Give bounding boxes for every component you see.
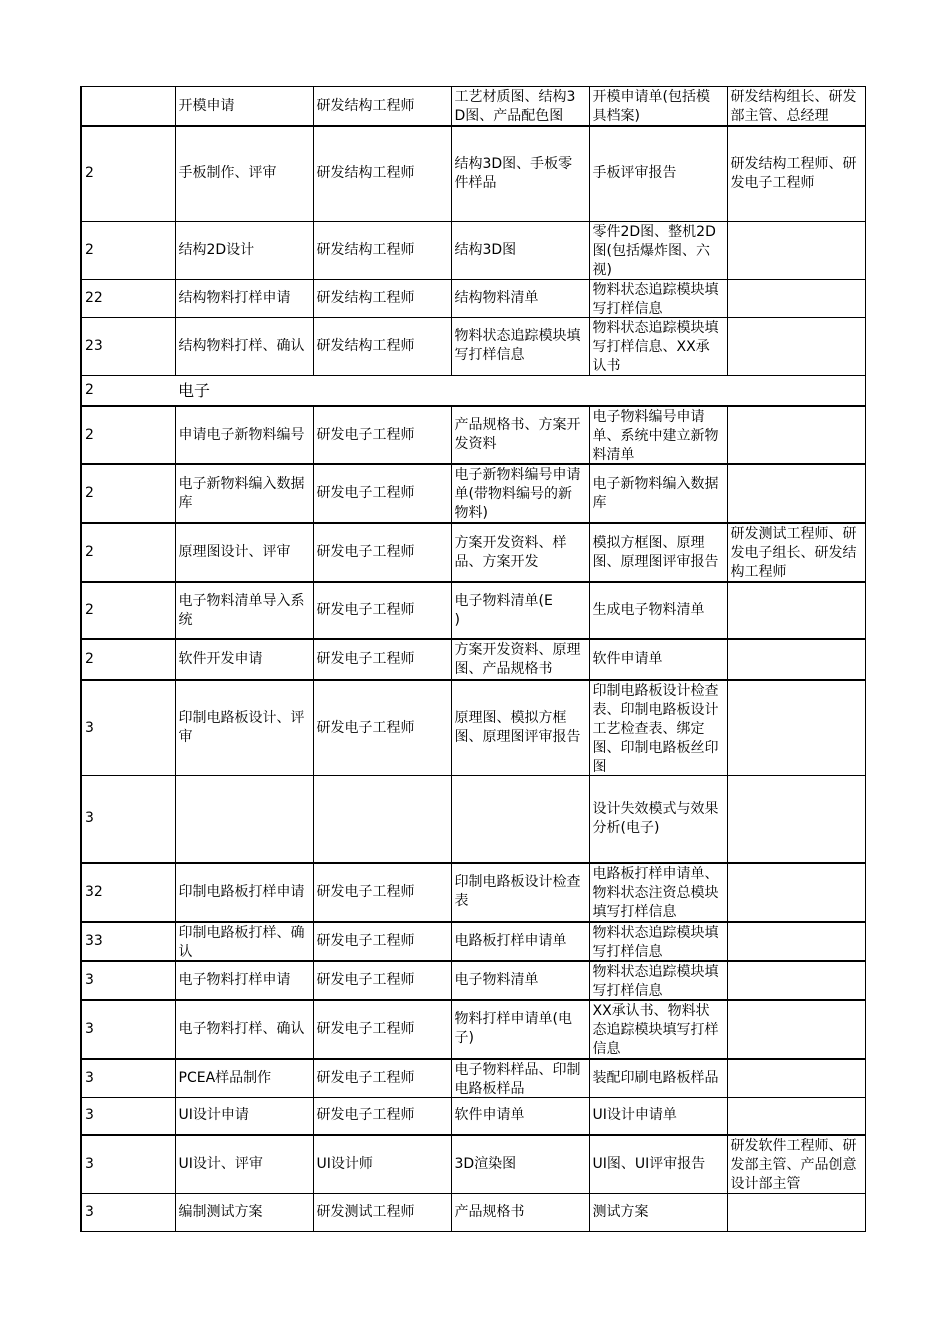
cell-owner <box>313 680 451 776</box>
cell-task <box>175 680 313 776</box>
cell-output-text: 电子物料编号申请单、系统中建立新物料清单 <box>592 409 719 463</box>
cell-owner <box>313 523 451 582</box>
cell-no-text: 3 <box>85 1107 94 1124</box>
cell-input <box>451 221 589 279</box>
cell-reviewer <box>727 1059 865 1098</box>
cell-no-text: 3 <box>85 971 94 988</box>
cell-input <box>451 1097 589 1135</box>
cell-input-text: 原理图、模拟方框图、原理图评审报告 <box>454 710 581 745</box>
cell-no <box>81 961 175 1000</box>
cell-task <box>175 87 313 127</box>
cell-no <box>81 1059 175 1098</box>
cell-reviewer-text: 研发软件工程师、研发部主管、产品创意设计部主管 <box>730 1138 857 1192</box>
cell-reviewer-text: 研发测试工程师、研发电子组长、研发结构工程师 <box>730 526 857 580</box>
cell-task-text: 印制电路板打样申请 <box>178 883 305 900</box>
cell-no-text: 2 <box>85 165 94 182</box>
cell-reviewer-text: 研发结构组长、研发部主管、总经理 <box>730 89 857 124</box>
cell-no-text: 2 <box>85 544 94 560</box>
cell-owner <box>313 1059 451 1098</box>
cell-no <box>81 406 175 464</box>
cell-input-text: 电子物料清单(E ) <box>454 592 595 628</box>
cell-input-text: 电路板打样申请单 <box>454 932 567 949</box>
cell-output-text: 电路板打样申请单、物料状态注资总模块填写打样信息 <box>592 865 719 920</box>
cell-input-text: 结构3D图 <box>454 241 517 258</box>
cell-task <box>175 464 313 523</box>
cell-reviewer <box>727 1194 865 1232</box>
cell-owner <box>313 639 451 680</box>
table-row <box>81 922 865 961</box>
cell-reviewer <box>727 863 865 922</box>
table-row <box>81 1194 865 1232</box>
cell-input-text: 产品规格书、方案开发资料 <box>454 417 581 452</box>
cell-no <box>81 639 175 680</box>
cell-no-text: 2 <box>85 602 94 618</box>
table-row <box>81 582 865 639</box>
cell-output <box>589 406 727 464</box>
cell-input <box>451 680 589 776</box>
cell-task <box>175 1097 313 1135</box>
cell-task-text: 结构物料打样、确认 <box>178 337 305 354</box>
cell-output-text: XX承认书、物料状态追踪模块填写打样信息 <box>592 1002 719 1057</box>
cell-output-text: 软件申请单 <box>592 651 663 667</box>
table-row <box>81 221 865 279</box>
cell-owner <box>313 279 451 317</box>
cell-no-text: 2 <box>85 241 94 258</box>
cell-output-text: 物料状态追踪模块填写打样信息 <box>592 963 719 999</box>
cell-task-text: UI设计、评审 <box>178 1156 263 1172</box>
cell-owner-text: 研发电子工程师 <box>316 971 415 988</box>
cell-input <box>451 1000 589 1059</box>
cell-input-text: 结构3D图、手板零件样品 <box>454 155 573 191</box>
cell-no <box>81 582 175 639</box>
cell-reviewer <box>727 961 865 1000</box>
cell-input-text: 工艺材质图、结构3D图、产品配色图 <box>454 89 576 124</box>
cell-output <box>589 126 727 221</box>
cell-no <box>81 375 175 406</box>
cell-no <box>81 279 175 317</box>
cell-output <box>589 1194 727 1232</box>
cell-owner <box>313 406 451 464</box>
cell-output <box>589 87 727 127</box>
cell-task <box>175 922 313 961</box>
cell-output <box>589 221 727 279</box>
cell-output <box>589 961 727 1000</box>
table-row <box>81 375 865 406</box>
cell-task <box>175 582 313 639</box>
cell-owner <box>313 1097 451 1135</box>
cell-no-text: 2 <box>85 426 94 443</box>
cell-reviewer <box>727 1135 865 1194</box>
cell-input-text: 物料打样申请单(电子) <box>454 1011 572 1046</box>
cell-output-text: 物料状态追踪模块填写打样信息 <box>592 924 719 960</box>
cell-owner-text: 研发结构工程师 <box>316 165 415 182</box>
cell-output-text: UI设计申请单 <box>592 1107 677 1124</box>
cell-no-text: 23 <box>85 337 103 354</box>
cell-no <box>81 464 175 523</box>
cell-input-text: 软件申请单 <box>454 1107 525 1124</box>
cell-task-text: 电子物料清单导入系统 <box>178 592 305 628</box>
table-row <box>81 680 865 776</box>
cell-task-text: 电子物料打样申请 <box>178 971 291 988</box>
cell-output <box>589 1097 727 1135</box>
cell-owner <box>313 1000 451 1059</box>
cell-no-text: 3 <box>85 1020 94 1037</box>
cell-input <box>451 126 589 221</box>
cell-input-text: 物料状态追踪模块填写打样信息 <box>454 328 581 363</box>
cell-output-text: 手板评审报告 <box>592 165 677 182</box>
cell-output-text: 零件2D图、整机2D图(包括爆炸图、六视) <box>592 223 716 278</box>
cell-task <box>175 639 313 680</box>
cell-no <box>81 776 175 863</box>
cell-owner-text: 研发结构工程师 <box>316 337 415 354</box>
cell-output <box>589 523 727 582</box>
cell-no-text: 2 <box>85 651 94 667</box>
cell-reviewer <box>727 523 865 582</box>
cell-input <box>451 776 589 863</box>
cell-task <box>175 126 313 221</box>
cell-reviewer <box>727 87 865 127</box>
cell-owner <box>313 582 451 639</box>
table-row <box>81 1000 865 1059</box>
cell-reviewer <box>727 1000 865 1059</box>
table-row <box>81 863 865 922</box>
cell-no <box>81 523 175 582</box>
cell-input-text: 方案开发资料、原理图、产品规格书 <box>454 642 581 677</box>
cell-input <box>451 317 589 375</box>
cell-no <box>81 221 175 279</box>
cell-input-text: 电子新物料编号申请单(带物料编号的新物料) <box>454 467 581 521</box>
cell-output-text: 设计失效模式与效果分析(电子) <box>592 800 719 836</box>
table-row <box>81 317 865 375</box>
cell-output-text: 物料状态追踪模块填写打样信息、XX承认书 <box>592 319 719 374</box>
cell-input <box>451 406 589 464</box>
section-title <box>175 375 865 406</box>
cell-no-text: 3 <box>85 1069 94 1086</box>
cell-input-text: 电子物料清单 <box>454 971 539 988</box>
cell-reviewer <box>727 922 865 961</box>
cell-output <box>589 1135 727 1194</box>
cell-reviewer <box>727 126 865 221</box>
cell-output <box>589 279 727 317</box>
cell-owner <box>313 922 451 961</box>
table-row <box>81 1059 865 1098</box>
cell-task-text: 印制电路板打样、确认 <box>178 924 305 960</box>
cell-input <box>451 922 589 961</box>
cell-owner-text: 研发电子工程师 <box>316 1107 415 1124</box>
cell-owner-text: 研发电子工程师 <box>316 426 415 443</box>
process-table <box>80 86 866 1232</box>
cell-reviewer <box>727 582 865 639</box>
cell-input <box>451 1059 589 1098</box>
cell-output <box>589 863 727 922</box>
cell-no <box>81 1194 175 1232</box>
cell-no-text: 3 <box>85 1204 94 1220</box>
cell-input-text: 电子物料样品、印制电路板样品 <box>454 1061 581 1097</box>
cell-owner <box>313 1194 451 1232</box>
cell-output-text: 开模申请单(包括模具档案) <box>592 89 710 124</box>
table-row <box>81 776 865 863</box>
cell-no <box>81 680 175 776</box>
table-row <box>81 464 865 523</box>
cell-task <box>175 1135 313 1194</box>
cell-reviewer <box>727 1097 865 1135</box>
cell-input-text: 产品规格书 <box>454 1204 525 1220</box>
cell-task-text: 原理图设计、评审 <box>178 544 291 560</box>
cell-reviewer <box>727 317 865 375</box>
cell-output <box>589 1059 727 1098</box>
cell-owner-text: 研发电子工程师 <box>316 651 415 667</box>
table-row <box>81 523 865 582</box>
cell-owner <box>313 317 451 375</box>
cell-input <box>451 464 589 523</box>
cell-reviewer-text: 研发结构工程师、研发电子工程师 <box>730 155 857 191</box>
table-row <box>81 406 865 464</box>
cell-task <box>175 961 313 1000</box>
cell-task <box>175 317 313 375</box>
cell-owner-text: UI设计师 <box>316 1156 373 1172</box>
cell-owner-text: 研发电子工程师 <box>316 544 415 560</box>
cell-reviewer <box>727 639 865 680</box>
table-row <box>81 1097 865 1135</box>
cell-no-text: 2 <box>85 485 94 501</box>
cell-output <box>589 680 727 776</box>
cell-task-text: 电子物料打样、确认 <box>178 1020 305 1037</box>
cell-output <box>589 776 727 863</box>
cell-no <box>81 1000 175 1059</box>
cell-no-text: 2 <box>85 381 94 398</box>
cell-input <box>451 961 589 1000</box>
cell-output <box>589 582 727 639</box>
cell-owner <box>313 464 451 523</box>
cell-output <box>589 639 727 680</box>
cell-output-text: 物料状态追踪模块填写打样信息 <box>592 281 719 317</box>
cell-owner <box>313 961 451 1000</box>
cell-owner <box>313 1135 451 1194</box>
cell-input <box>451 1194 589 1232</box>
cell-no <box>81 863 175 922</box>
cell-no <box>81 1097 175 1135</box>
cell-owner-text: 研发电子工程师 <box>316 719 415 736</box>
cell-output-text: 测试方案 <box>592 1204 649 1220</box>
cell-no-text: 32 <box>85 883 103 900</box>
cell-owner-text: 研发电子工程师 <box>316 485 415 501</box>
cell-no <box>81 317 175 375</box>
cell-input <box>451 1135 589 1194</box>
cell-input <box>451 523 589 582</box>
cell-task <box>175 221 313 279</box>
cell-task <box>175 523 313 582</box>
cell-task <box>175 776 313 863</box>
cell-task-text: 手板制作、评审 <box>178 165 277 182</box>
cell-reviewer <box>727 221 865 279</box>
cell-no-text: 33 <box>85 932 103 949</box>
cell-output-text: 装配印刷电路板样品 <box>592 1069 719 1086</box>
cell-task <box>175 1059 313 1098</box>
cell-no-text: 3 <box>85 810 94 827</box>
cell-owner-text: 研发电子工程师 <box>316 1020 415 1037</box>
cell-task-text: 软件开发申请 <box>178 651 263 667</box>
cell-output <box>589 922 727 961</box>
cell-owner-text: 研发电子工程师 <box>316 602 415 618</box>
cell-task <box>175 1000 313 1059</box>
table-row <box>81 87 865 127</box>
cell-output-text: 模拟方框图、原理图、原理图评审报告 <box>592 534 719 570</box>
cell-task-text: 编制测试方案 <box>178 1204 263 1220</box>
cell-owner <box>313 221 451 279</box>
cell-owner-text: 研发电子工程师 <box>316 932 415 949</box>
cell-task-text: 印制电路板设计、评审 <box>178 710 305 745</box>
cell-input-text: 3D渲染图 <box>454 1156 517 1172</box>
cell-input-text: 方案开发资料、样品、方案开发 <box>454 534 567 570</box>
cell-owner-text: 研发结构工程师 <box>316 97 415 114</box>
cell-no <box>81 922 175 961</box>
cell-no-text: 22 <box>85 289 103 306</box>
cell-no-text: 3 <box>85 719 94 736</box>
cell-task-text: UI设计申请 <box>178 1107 249 1124</box>
cell-task <box>175 1194 313 1232</box>
cell-owner-text: 研发电子工程师 <box>316 883 415 900</box>
cell-task-text: 结构2D设计 <box>178 241 255 258</box>
cell-input-text: 结构物料清单 <box>454 289 539 306</box>
cell-task-text: 结构物料打样申请 <box>178 289 291 306</box>
cell-owner <box>313 126 451 221</box>
cell-reviewer <box>727 464 865 523</box>
cell-output-text: UI图、UI评审报告 <box>592 1156 706 1172</box>
cell-owner-text: 研发测试工程师 <box>316 1204 415 1220</box>
cell-output-text: 生成电子物料清单 <box>592 602 705 618</box>
cell-reviewer <box>727 279 865 317</box>
table-row <box>81 961 865 1000</box>
cell-input <box>451 279 589 317</box>
cell-task <box>175 863 313 922</box>
cell-no <box>81 87 175 127</box>
section-title-text: 电子 <box>178 380 211 400</box>
table-row <box>81 126 865 221</box>
cell-owner-text: 研发电子工程师 <box>316 1069 415 1086</box>
cell-no-text: 3 <box>85 1156 94 1172</box>
cell-output-text: 印制电路板设计检查表、印制电路板设计工艺检查表、绑定图、印制电路板丝印图 <box>592 683 719 775</box>
cell-output <box>589 317 727 375</box>
cell-input <box>451 639 589 680</box>
cell-task-text: 开模申请 <box>178 97 235 114</box>
table-row <box>81 639 865 680</box>
table-row <box>81 1135 865 1194</box>
cell-input <box>451 582 595 639</box>
cell-task <box>175 406 313 464</box>
cell-task-text: 电子新物料编入数据库 <box>178 475 305 511</box>
cell-task <box>175 279 313 317</box>
cell-no <box>81 1135 175 1194</box>
cell-task-text: 申请电子新物料编号 <box>178 426 305 443</box>
cell-task-text: PCEA样品制作 <box>178 1069 272 1086</box>
cell-owner <box>313 87 451 127</box>
table-row <box>81 279 865 317</box>
cell-no <box>81 126 175 221</box>
cell-output <box>589 1000 727 1059</box>
cell-output <box>589 464 727 523</box>
cell-owner <box>313 863 451 922</box>
cell-input-text: 印制电路板设计检查表 <box>454 874 581 909</box>
cell-owner <box>313 776 451 863</box>
cell-reviewer <box>727 680 865 776</box>
cell-input <box>451 87 589 127</box>
cell-owner-text: 研发结构工程师 <box>316 289 415 306</box>
cell-owner-text: 研发结构工程师 <box>316 241 415 258</box>
cell-output-text: 电子新物料编入数据库 <box>592 475 719 511</box>
cell-reviewer <box>727 406 865 464</box>
cell-reviewer <box>727 776 865 863</box>
cell-input <box>451 863 589 922</box>
